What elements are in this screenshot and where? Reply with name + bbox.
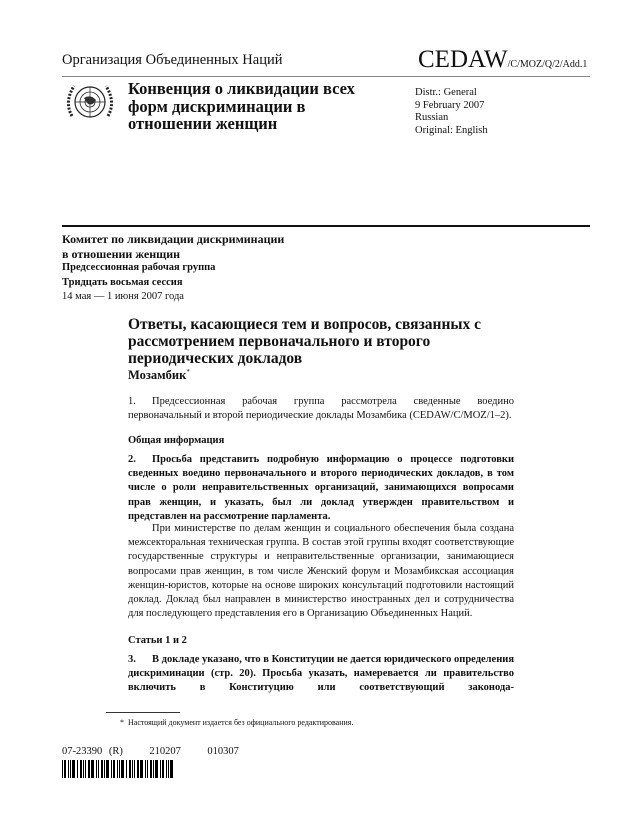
footnote-marker: * bbox=[120, 718, 124, 727]
convention-title: Конвенция о ликвидации всех форм дискриминации в отношении женщин bbox=[128, 79, 355, 133]
footnote-text: Настоящий документ издается без официального редактирования. bbox=[128, 718, 354, 727]
document-title: Ответы, касающиеся тем и вопросов, связанных с рассмотрением первоначального и второго периодических докладов bbox=[128, 316, 482, 367]
thick-divider bbox=[62, 225, 590, 227]
section-general-info: Общая информация bbox=[128, 435, 225, 446]
section-articles: Статьи 1 и 2 bbox=[128, 635, 187, 646]
symbol-suffix: /C/MOZ/Q/2/Add.1 bbox=[507, 59, 588, 70]
document-symbol bbox=[418, 46, 587, 74]
distribution: Distr.: General bbox=[415, 87, 477, 98]
session-dates: 14 мая — 1 июня 2007 года bbox=[62, 291, 184, 302]
working-group: Предсессионная рабочая группа bbox=[62, 262, 216, 273]
footnote-mark: * bbox=[186, 368, 190, 376]
paragraph-number: 1. bbox=[128, 396, 136, 407]
country-heading bbox=[128, 368, 190, 383]
symbol-main: CEDAW bbox=[418, 46, 508, 73]
date: 9 February 2007 bbox=[415, 99, 485, 111]
barcode-icon bbox=[62, 760, 174, 778]
paragraph-text: В докладе указано, что в Конституции не дается юридического определения дискриминации (стр. 20). Просьба указать, намеревается ли правительство включить в Конституцию или соответствующий законода- bbox=[128, 654, 514, 694]
committee-line2: в отношении женщин bbox=[62, 246, 181, 261]
country-name: Мозамбик bbox=[128, 368, 187, 383]
paragraph-2 bbox=[128, 453, 514, 524]
paragraph-text: Просьба представить подробную информацию о процессе подготовки сведенных воедино первоначального и второго периодических докладов, в том числе о роли неправительственных организаций, занимающихся вопросами прав женщин, и указать, был ли доклад утвержден правительством и представлен на рассмотрение парламента. bbox=[128, 454, 514, 522]
committee-line1: Комитет по ликвидации дискриминации bbox=[62, 232, 285, 246]
paragraph-3 bbox=[128, 653, 514, 696]
paragraph-2-answer: При министерстве по делам женщин и социального обеспечения была создана межсекторальная техническая группа. В состав этой группы входят соответствующие государственные структуры и неправительственные организации, занимающиеся вопросами прав женщин, в том числе Женский форум и Мозамбикская ассоциация женщин-юристов, которые на основе широких консультаций подготовили настоящий доклад. Доклад был направлен в министерство иностранных дел и сотрудничества для последующего представления его в Организацию Объединенных Наций. bbox=[128, 523, 514, 620]
paragraph-number: 3. bbox=[128, 654, 136, 665]
un-emblem-icon bbox=[64, 80, 116, 126]
original-language: Original: English bbox=[415, 124, 488, 136]
distribution-info bbox=[415, 87, 488, 137]
header-divider bbox=[62, 76, 590, 77]
document-id: 07-23390 (R) 210207 010307 bbox=[62, 746, 239, 757]
committee-block bbox=[62, 232, 284, 305]
paragraph-text: Предсессионная рабочая группа рассмотрела сведенные воедино первоначальный и второй периодические доклады Мозамбика (CEDAW/C/MOZ/1–2). bbox=[128, 396, 514, 422]
session: Тридцать восьмая сессия bbox=[62, 276, 183, 288]
organization-name: Организация Объединенных Наций bbox=[62, 52, 283, 68]
paragraph-number: 2. bbox=[128, 454, 136, 465]
footnote-divider bbox=[106, 712, 180, 713]
language: Russian bbox=[415, 112, 449, 123]
paragraph-1 bbox=[128, 395, 514, 423]
footnote bbox=[120, 718, 353, 727]
